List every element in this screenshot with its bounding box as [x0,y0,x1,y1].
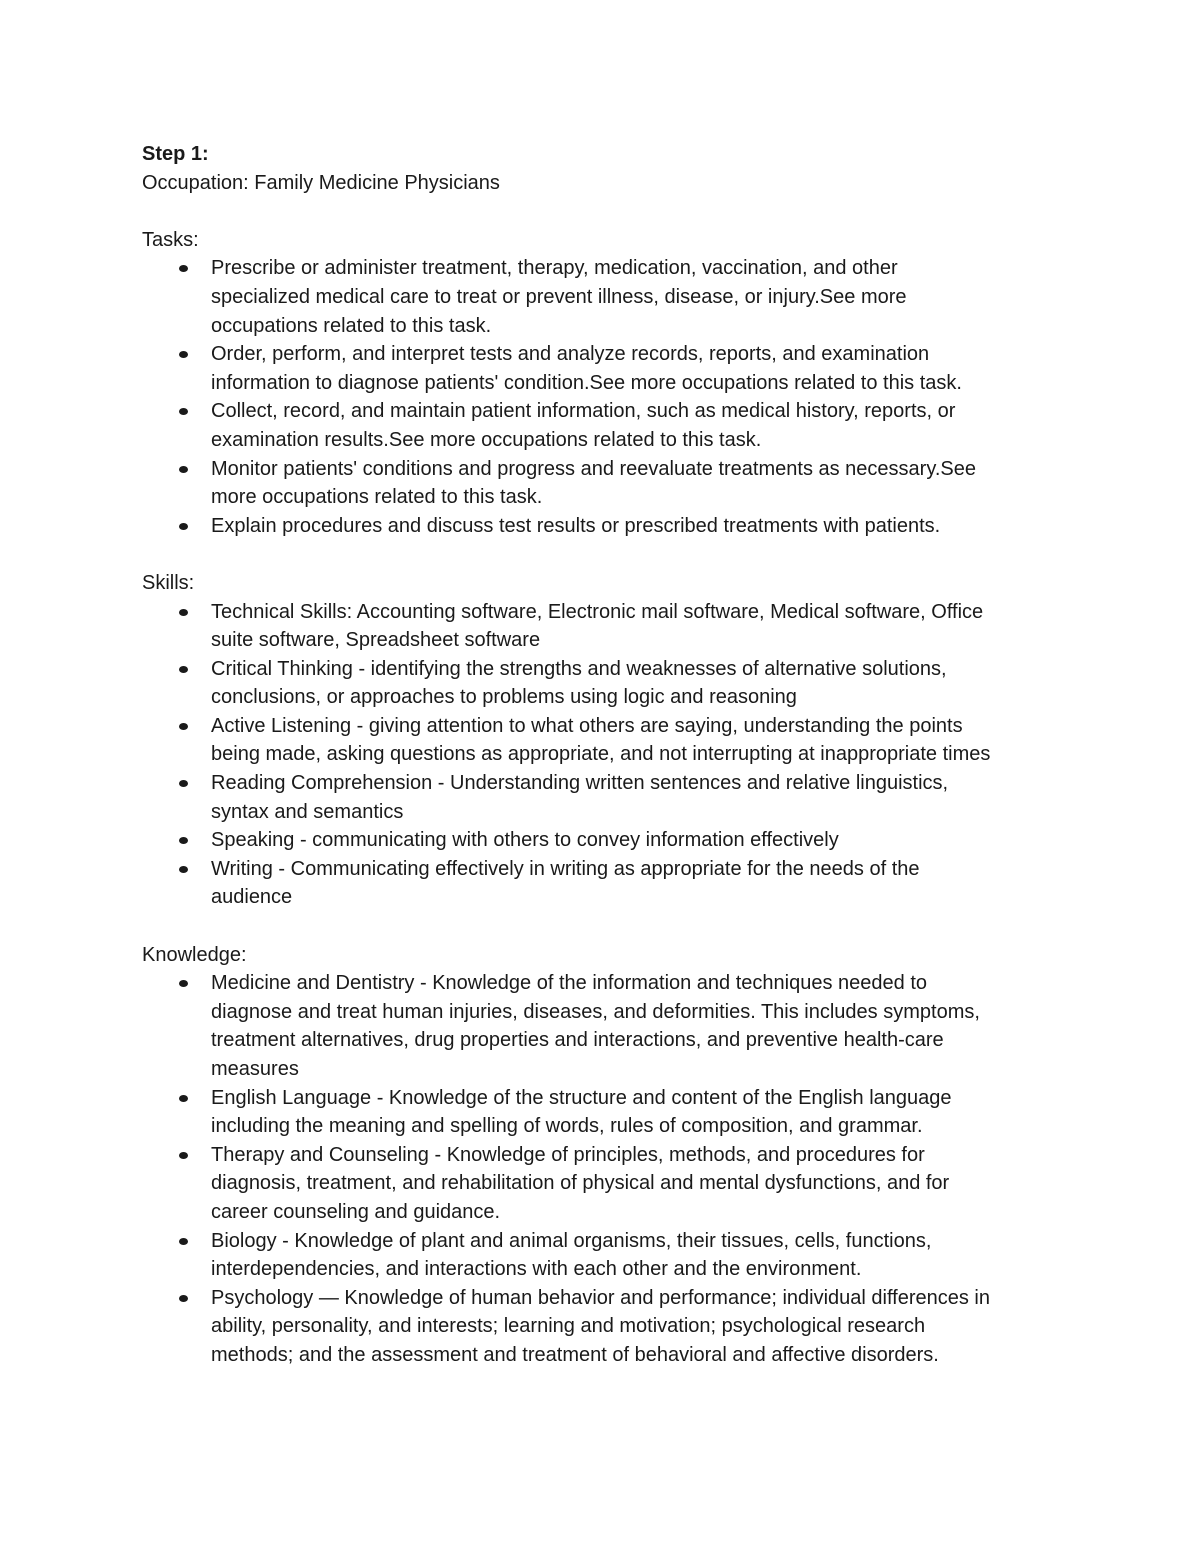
list-item-text [211,1141,1062,1227]
list-item-text [211,769,1062,826]
skills-list [142,598,1062,913]
list-item-text [211,969,1062,1083]
bullet-icon [179,351,188,358]
list-item [142,712,1062,769]
list-item-line: Writing - Communicating effectively in writing as appropriate for the needs of the [211,857,920,880]
list-item [142,254,1062,340]
list-item-line: methods; and the assessment and treatment of behavioral and affective disorders. [211,1343,939,1366]
list-item [142,1227,1062,1284]
list-item [142,855,1062,912]
bullet-icon [179,980,188,987]
list-item-line: diagnose and treat human injuries, diseases, and deformities. This includes symptoms, [211,1000,980,1023]
occupation-line: Occupation: Family Medicine Physicians [142,171,500,194]
list-item-text [211,455,1062,512]
skills-label: Skills: [142,571,195,594]
spacer [142,197,1062,226]
list-item-line: Prescribe or administer treatment, therapy, medication, vaccination, and other [211,257,898,280]
list-item-line: syntax and semantics [211,800,404,823]
list-item [142,1284,1062,1370]
list-item [142,455,1062,512]
tasks-list [142,254,1062,540]
list-item-text [211,598,1062,655]
list-item-line: measures [211,1058,299,1080]
bullet-icon [179,1152,188,1159]
list-item [142,397,1062,454]
list-item-line: being made, asking questions as appropriate, and not interrupting at inappropriate times [211,743,991,766]
list-item-line: Order, perform, and interpret tests and analyze records, reports, and examination [211,343,930,366]
document-page [142,140,1062,1370]
list-item-line: treatment alternatives, drug properties and interactions, and preventive health-care [211,1029,944,1052]
list-item-line: specialized medical care to treat or prevent illness, disease, or injury.See more [211,285,907,308]
list-item-text [211,826,1062,855]
bullet-icon [179,837,188,844]
knowledge-label: Knowledge: [142,943,247,966]
list-item-line: Biology - Knowledge of plant and animal organisms, their tissues, cells, functions, [211,1229,932,1252]
list-item [142,826,1062,855]
list-item-line: occupations related to this task. [211,314,492,337]
list-item-line: Psychology — Knowledge of human behavior and performance; individual differences in [211,1286,990,1309]
bullet-icon [179,609,188,616]
list-item-line: Therapy and Counseling - Knowledge of principles, methods, and procedures for [211,1143,925,1166]
list-item-line: Active Listening - giving attention to what others are saying, understanding the points [211,714,963,737]
list-item [142,512,1062,541]
bullet-icon [179,523,188,530]
list-item-line: suite software, Spreadsheet software [211,629,541,652]
list-item-line: Critical Thinking - identifying the strengths and weaknesses of alternative solutions, [211,657,947,680]
list-item-line: including the meaning and spelling of words, rules of composition, and grammar. [211,1115,923,1138]
list-item-line: more occupations related to this task. [211,486,543,509]
list-item [142,1084,1062,1141]
list-item-line: Monitor patients' conditions and progress and reevaluate treatments as necessary.See [211,457,976,480]
list-item-text [211,397,1062,454]
spacer [142,540,1062,569]
list-item-text [211,512,1062,541]
list-item-text [211,655,1062,712]
bullet-icon [179,1238,188,1245]
bullet-icon [179,666,188,673]
bullet-icon [179,408,188,415]
list-item-line: interdependencies, and interactions with each other and the environment. [211,1258,862,1281]
list-item [142,655,1062,712]
bullet-icon [179,780,188,787]
bullet-icon [179,1295,188,1302]
bullet-icon [179,723,188,730]
knowledge-list [142,969,1062,1369]
list-item-line: conclusions, or approaches to problems using logic and reasoning [211,686,797,709]
list-item-line: diagnosis, treatment, and rehabilitation of physical and mental dysfunctions, and for [211,1172,950,1195]
list-item-line: audience [211,886,293,909]
list-item-line: career counseling and guidance. [211,1200,501,1223]
list-item-text [211,254,1062,340]
bullet-icon [179,265,188,272]
step-heading: Step 1: [142,143,209,165]
list-item [142,969,1062,1083]
list-item [142,598,1062,655]
list-item-line: ability, personality, and interests; learning and motivation; psychological research [211,1315,926,1338]
list-item-text [211,1084,1062,1141]
list-item-text [211,1227,1062,1284]
list-item-text [211,340,1062,397]
list-item-line: examination results.See more occupations related to this task. [211,428,762,451]
list-item [142,340,1062,397]
list-item-line: Collect, record, and maintain patient information, such as medical history, reports, or [211,400,956,423]
list-item-line: Technical Skills: Accounting software, Electronic mail software, Medical software, Office [211,600,984,623]
list-item-text [211,712,1062,769]
list-item-line: English Language - Knowledge of the structure and content of the English language [211,1086,952,1109]
list-item-text [211,855,1062,912]
tasks-label: Tasks: [142,228,199,251]
list-item-line: Medicine and Dentistry - Knowledge of the information and techniques needed to [211,972,928,995]
bullet-icon [179,1095,188,1102]
list-item-line: Speaking - communicating with others to convey information effectively [211,829,839,852]
list-item [142,1141,1062,1227]
list-item-line: Reading Comprehension - Understanding written sentences and relative linguistics, [211,772,949,795]
list-item [142,769,1062,826]
list-item-line: Explain procedures and discuss test results or prescribed treatments with patients. [211,514,941,537]
list-item-line: information to diagnose patients' condition.See more occupations related to this task. [211,371,962,394]
list-item-text [211,1284,1062,1370]
bullet-icon [179,466,188,473]
bullet-icon [179,866,188,873]
spacer [142,912,1062,941]
